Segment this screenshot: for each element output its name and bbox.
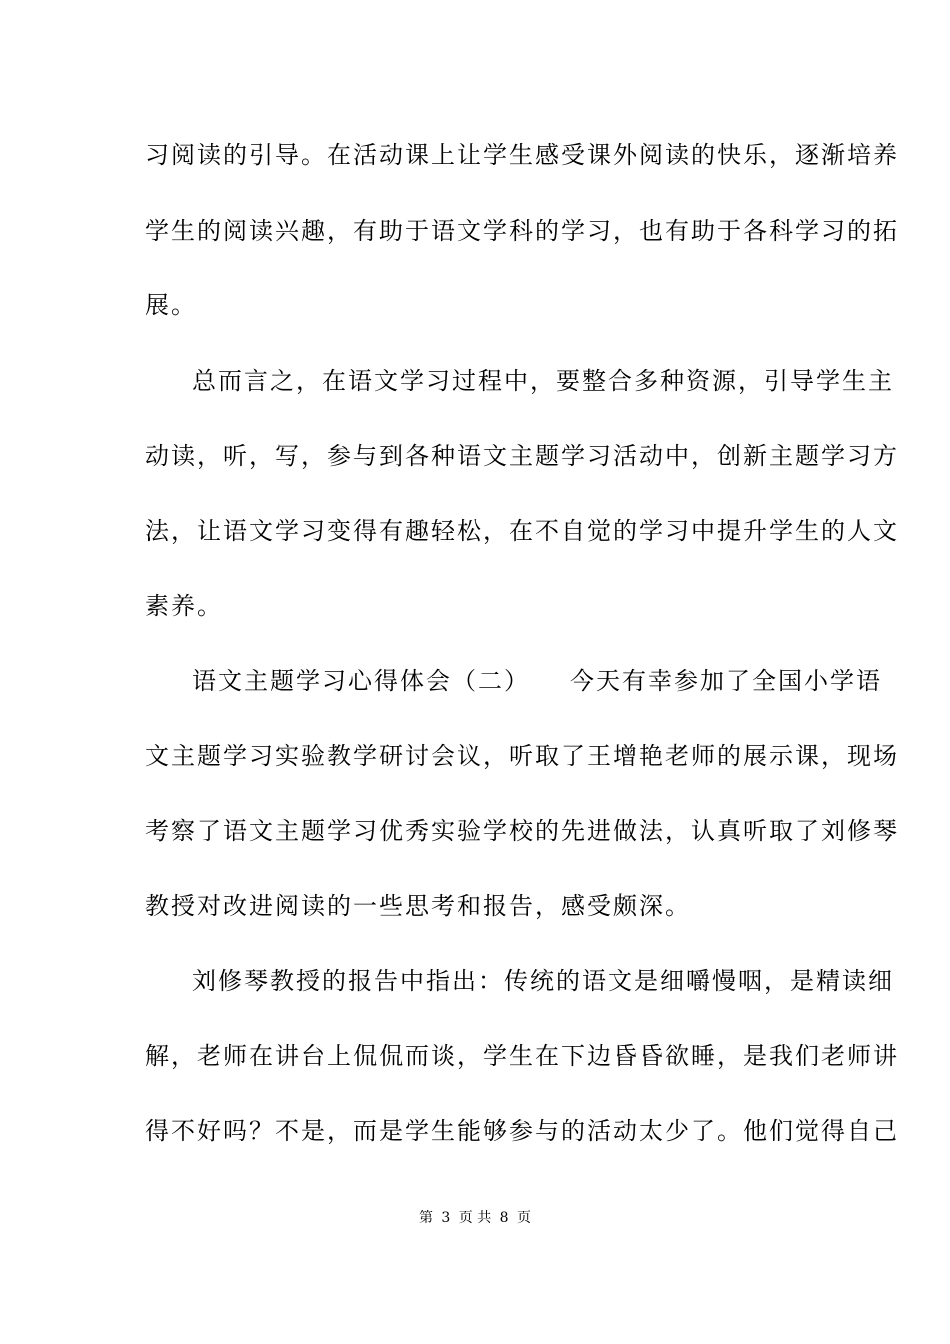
text-line: 得不好吗？不是，而是学生能够参与的活动太少了。他们觉得自己	[145, 1117, 899, 1145]
total-page-count: 8	[499, 1210, 509, 1226]
paragraph-first-line: 刘修琴教授的报告中指出：传统的语文是细嚼慢咽，是精读细	[192, 967, 894, 995]
text-line: 解，老师在讲台上侃侃而谈，学生在下边昏昏欲睡，是我们老师讲	[145, 1042, 899, 1070]
text-line: 文主题学习实验教学研讨会议，听取了王增艳老师的展示课，现场	[145, 742, 899, 770]
paragraph-first-line: 总而言之，在语文学习过程中，要整合多种资源，引导学生主	[192, 367, 894, 395]
text-line: 动读，听，写，参与到各种语文主题学习活动中，创新主题学习方	[145, 442, 899, 470]
text-line: 习阅读的引导。在活动课上让学生感受课外阅读的快乐，逐渐培养	[145, 141, 899, 169]
paragraph-first-line: 语文主题学习心得体会（二） 今天有幸参加了全国小学语	[192, 667, 882, 695]
text-line: 考察了语文主题学习优秀实验学校的先进做法，认真听取了刘修琴	[145, 817, 899, 845]
text-line: 素养。	[145, 592, 223, 620]
text-line: 展。	[145, 291, 197, 319]
text-line: 法，让语文学习变得有趣轻松，在不自觉的学习中提升学生的人文	[145, 517, 899, 545]
footer-suffix: 页	[517, 1210, 532, 1226]
page-footer	[0, 1208, 950, 1228]
text-line: 学生的阅读兴趣，有助于语文学科的学习，也有助于各科学习的拓	[145, 217, 899, 245]
footer-middle: 页 共	[458, 1210, 492, 1226]
text-line: 教授对改进阅读的一些思考和报告，感受颇深。	[145, 892, 691, 920]
current-page-number: 3	[441, 1210, 451, 1226]
footer-prefix: 第	[418, 1210, 433, 1226]
